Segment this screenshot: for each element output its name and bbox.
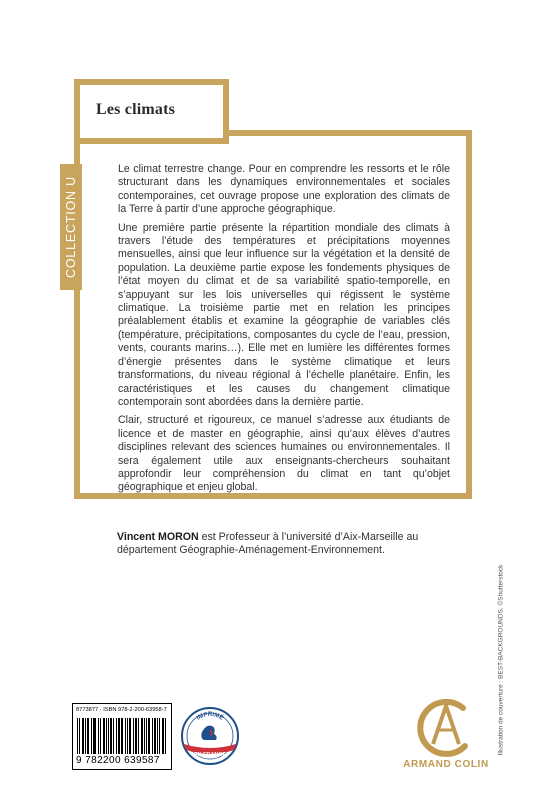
ean-number: 9 782200 639587 xyxy=(76,755,160,766)
barcode-icon xyxy=(77,718,167,754)
collection-label: COLLECTION U xyxy=(64,176,78,278)
ac-monogram-icon xyxy=(407,698,485,758)
imprime-en-france-icon xyxy=(180,706,240,766)
blurb-paragraph-3: Clair, structuré et rigoureux, ce manuel s’adresse aux étudiants de licence et de master en géographie, ainsi qu’aux élèves d’autres disciplines relevant des sciences humaines ou environnementales. Il sera également utile aux enseignants-chercheurs souhaitant approfondir leur compréhension du climat en tant qu’objet géographique et enjeu global. xyxy=(118,414,450,494)
imprime-en-france-badge xyxy=(180,706,240,766)
author-bio xyxy=(117,531,447,558)
barcode-block xyxy=(72,703,172,770)
blurb-text xyxy=(118,163,450,500)
badge-bottom-text: EN FRANCE xyxy=(193,752,227,758)
image-credit xyxy=(496,560,506,760)
image-credit-text: Illustration de couverture : BEST-BACKGROUNDS, ©Shutterstock xyxy=(497,564,505,756)
badge-top-text: IMPRIMÉ xyxy=(195,712,225,722)
author-description: est Professeur à l’université d’Aix-Marseille au département Géographie-Aménagement-Environnement. xyxy=(117,531,419,557)
frame-right-border xyxy=(466,130,472,499)
collection-tab xyxy=(60,164,82,290)
title-box xyxy=(74,79,229,144)
blurb-paragraph-1: Le climat terrestre change. Pour en comprendre les ressorts et le rôle structurant dans les dynamiques environnementales et sociales contemporaines, cet ouvrage propose une exploration des climats de la Terre à partir d’une approche géographique. xyxy=(118,163,450,216)
blurb-paragraph-2: Une première partie présente la répartition mondiale des climats à travers l’étude des températures et précipitations moyennes mensuelles, ainsi que leur influence sur la végétation et la densité de population. La deuxième partie expose les fondements physiques de l’état moyen du climat et de sa variabilité spatio-temporelle, en s’appuyant sur les lois universelles qui régissent le système climatique. La troisième partie met en relation les principes préalablement établis et examine la géographie de variables clés (température, précipitations, composantes du cycle de l’eau, pression, vents, courants marins…). Elle met en lumière les différentes formes d’énergie présentes dans le système climatique et leurs transformations, du niveau régional à l’échelle planétaire. Enfin, les caractéristiques et les causes du changement climatique contemporain sont abordées dans la dernière partie. xyxy=(118,221,450,408)
isbn-line: 8773877 · ISBN 978-2-200-63958-7 xyxy=(76,707,167,713)
frame-left-border-lower xyxy=(74,290,80,499)
frame-top-border xyxy=(211,130,472,136)
publisher-name: ARMAND COLIN xyxy=(403,759,489,770)
book-title: Les climats xyxy=(96,101,176,118)
author-name: Vincent MORON xyxy=(117,531,199,543)
